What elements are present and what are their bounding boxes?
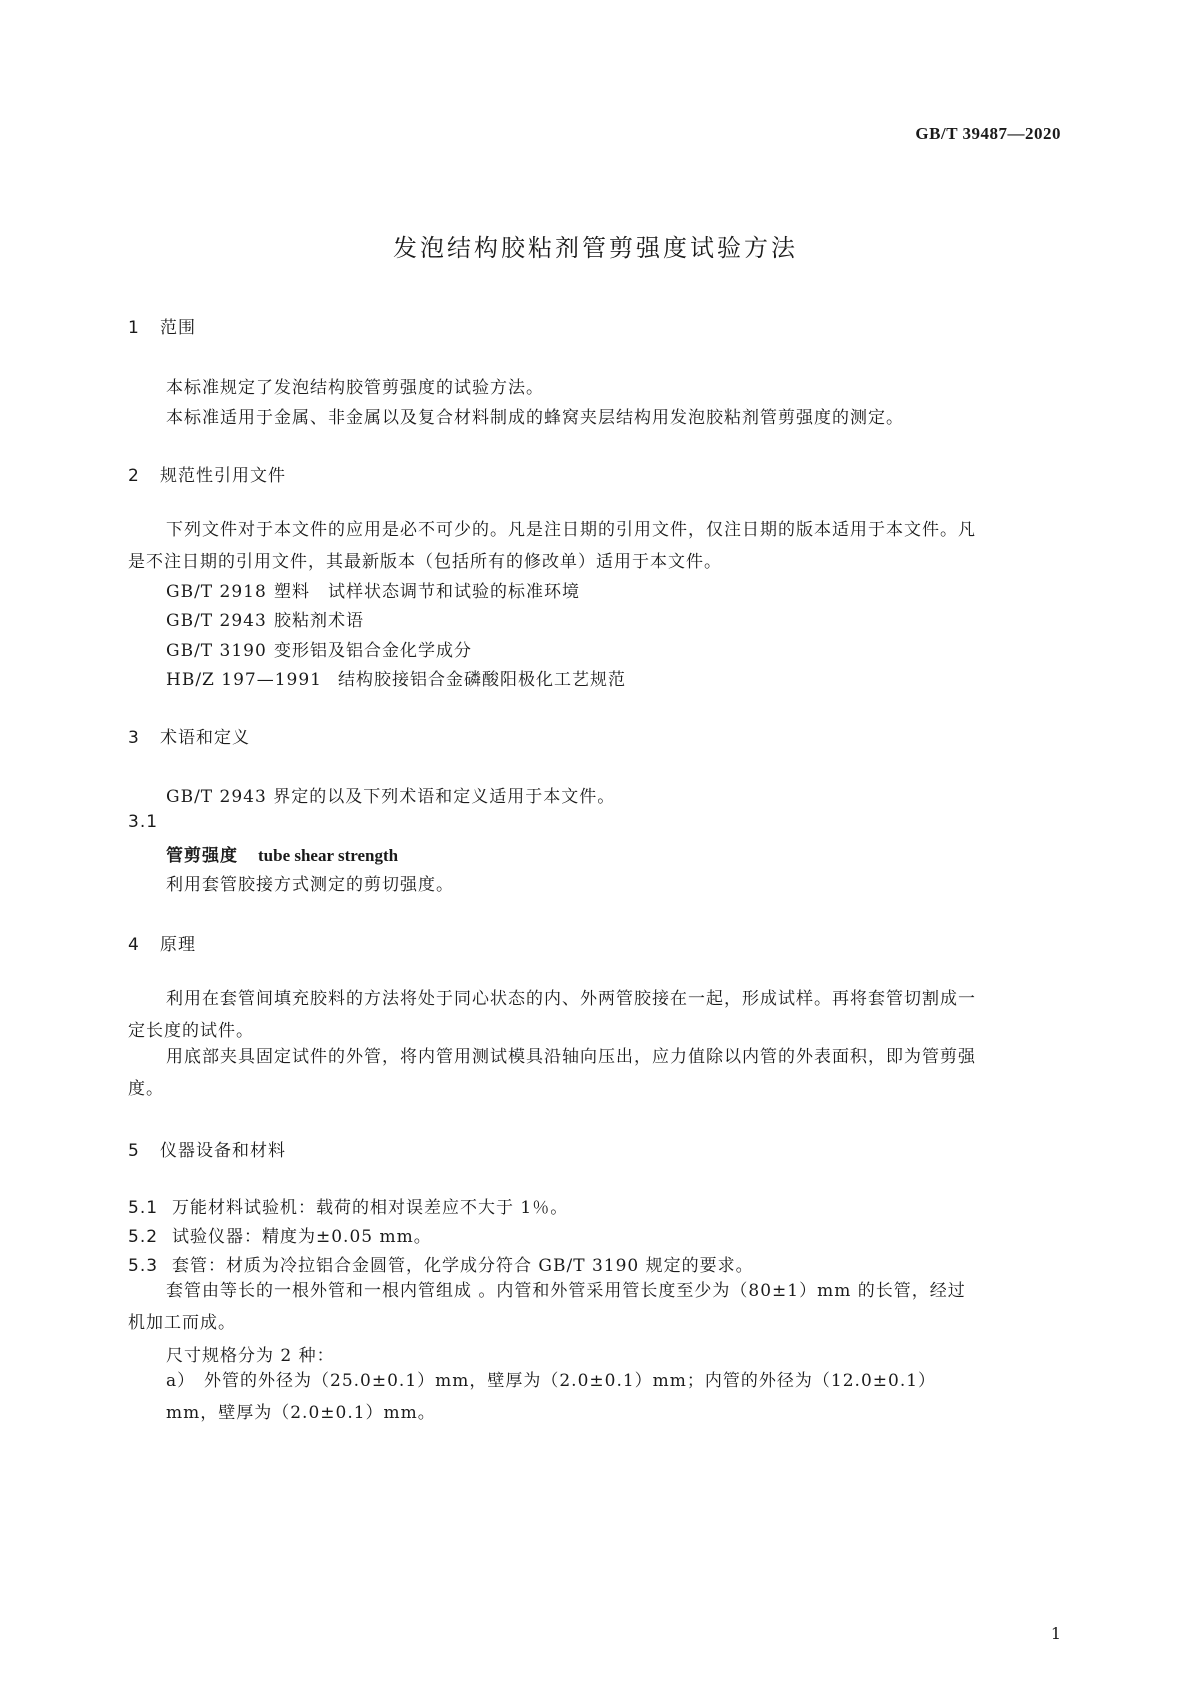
term-number: 3.1 [128,812,159,832]
list-item-a [166,1365,978,1429]
document-title: 发泡结构胶粘剂管剪强度试验方法 [393,234,798,262]
paragraph: 尺寸规格分为 2 种： [166,1346,335,1366]
page-number: 1 [1050,1624,1061,1643]
reference-title: 胶粘剂术语 [274,611,364,631]
clause-item [128,1251,754,1276]
reference-item [166,665,626,690]
reference-item [166,636,472,661]
section-title: 规范性引用文件 [160,466,286,486]
reference-item [166,606,364,631]
clause-text: 套管：材质为冷拉铝合金圆管，化学成分符合 GB/T 3190 规定的要求。 [172,1256,754,1276]
reference-code: GB/T 2918 [166,582,267,602]
reference-title: 变形铝及铝合金化学成分 [274,641,472,661]
reference-code: GB/T 2943 [166,611,267,631]
paragraph: 利用在套管间填充胶料的方法将处于同心状态的内、外两管胶接在一起，形成试样。再将套管切割成一定长度的试件。 [128,989,976,1041]
reference-code: GB/T 3190 [166,641,267,661]
reference-title: 结构胶接铝合金磷酸阳极化工艺规范 [338,670,626,690]
section-number: 1 [128,318,140,338]
section-number: 4 [128,935,140,955]
paragraph: 本标准规定了发泡结构胶管剪强度的试验方法。 [166,378,544,398]
paragraph: GB/T 2943 界定的以及下列术语和定义适用于本文件。 [166,787,616,807]
section-3-heading [128,723,250,748]
section-number: 3 [128,728,140,748]
list-label: a） [166,1371,196,1391]
term-definition: 利用套管胶接方式测定的剪切强度。 [166,875,454,895]
term-entry [166,841,398,866]
term-english: tube shear strength [258,846,399,865]
reference-item [166,577,580,602]
reference-code: HB/Z 197—1991 [166,670,322,690]
clause-item [128,1222,432,1247]
section-title: 范围 [160,318,196,338]
clause-text: 万能材料试验机：载荷的相对误差应不大于 1％。 [172,1198,569,1218]
section-5-heading [128,1136,286,1161]
section-2-heading [128,461,286,486]
section-title: 仪器设备和材料 [160,1141,286,1161]
section-number: 2 [128,466,140,486]
term-chinese: 管剪强度 [166,846,238,866]
clause-number: 5.3 [128,1256,159,1276]
clause-text: 试验仪器：精度为±0.05 mm。 [172,1227,432,1247]
reference-title: 塑料 试样状态调节和试验的标准环境 [274,582,580,602]
paragraph: 套管由等长的一根外管和一根内管组成 。内管和外管采用管长度至少为（80±1）mm 的长管，经过机加工而成。 [128,1281,966,1333]
paragraph: 下列文件对于本文件的应用是必不可少的。凡是注日期的引用文件，仅注日期的版本适用于本文件。凡是不注日期的引用文件，其最新版本（包括所有的修改单）适用于本文件。 [128,520,976,572]
section-number: 5 [128,1141,140,1161]
paragraph: 用底部夹具固定试件的外管，将内管用测试模具沿轴向压出，应力值除以内管的外表面积，即为管剪强度。 [128,1047,976,1099]
clause-number: 5.2 [128,1227,159,1247]
paragraph: 本标准适用于金属、非金属以及复合材料制成的蜂窝夹层结构用发泡胶粘剂管剪强度的测定。 [166,408,904,428]
standard-code: GB/T 39487—2020 [915,124,1061,143]
section-4-heading [128,930,196,955]
section-title: 原理 [160,935,196,955]
clause-number: 5.1 [128,1198,159,1218]
clause-item [128,1193,568,1218]
section-1-heading [128,313,196,338]
section-title: 术语和定义 [160,728,250,748]
list-text: 外管的外径为（25.0±0.1）mm，壁厚为（2.0±0.1）mm；内管的外径为（12.0±0.1）mm，壁厚为（2.0±0.1）mm。 [166,1371,937,1423]
